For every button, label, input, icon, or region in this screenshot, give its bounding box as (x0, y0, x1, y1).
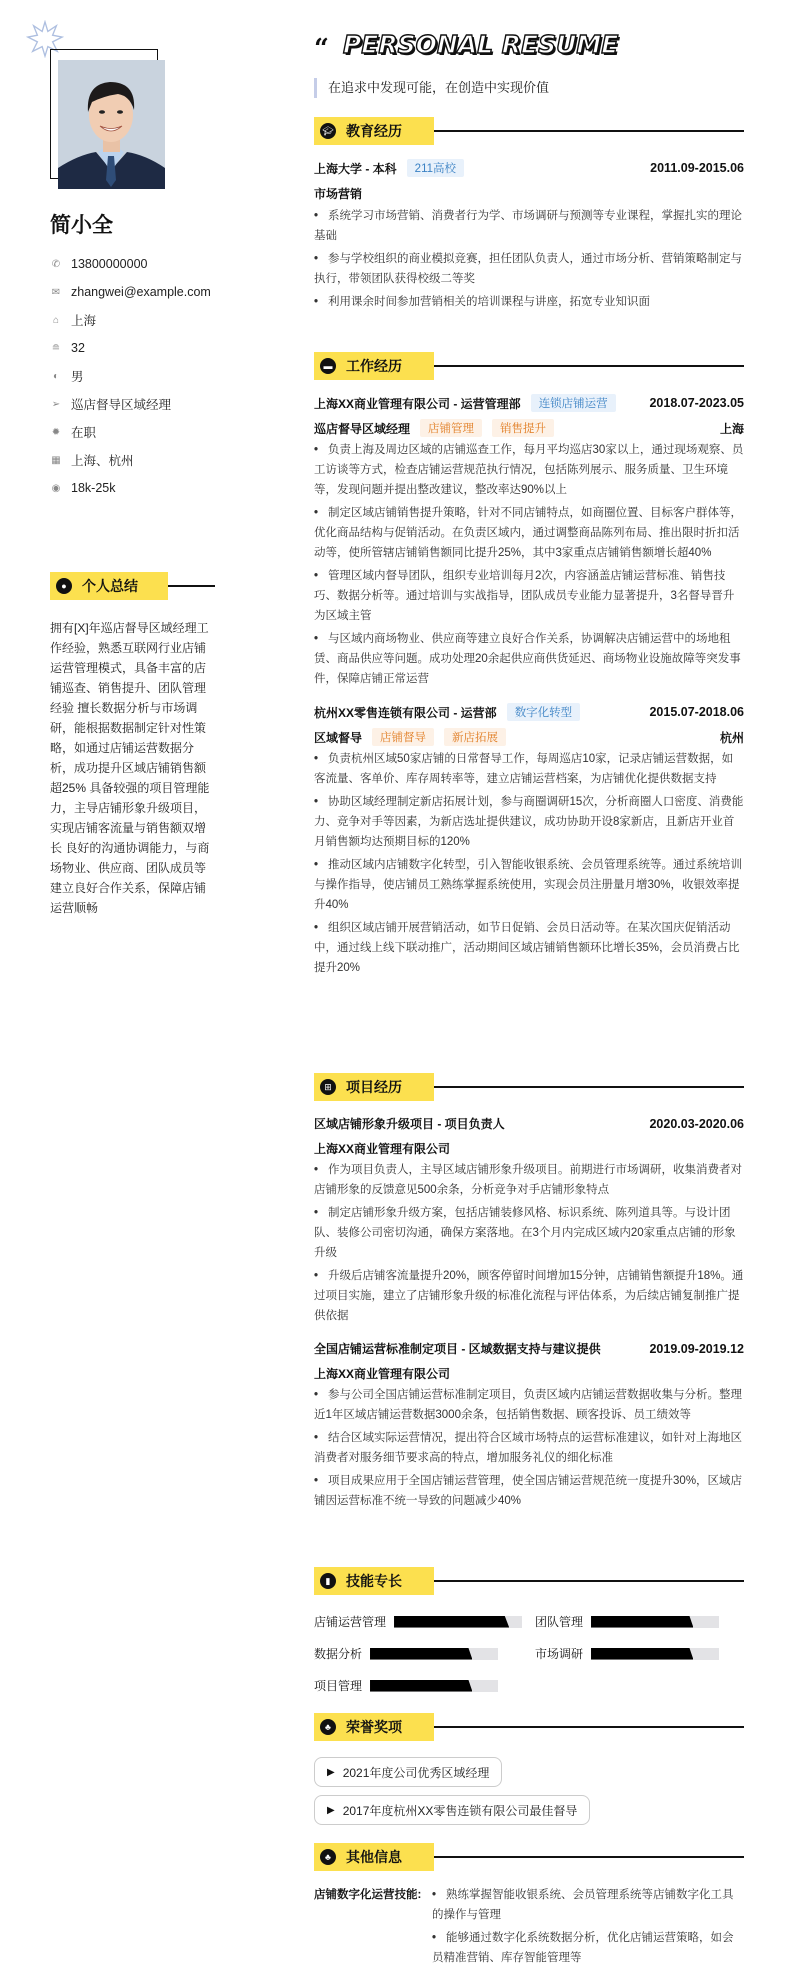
list-item: • 推动区域内店铺数字化转型，引入智能收银系统、会员管理系统等。通过系统培训与操作指导，使店铺员工熟练掌握系统使用，实现会员注册量月增30%，收银效率提升40% (314, 859, 743, 911)
skill-item: 团队管理 (535, 1613, 719, 1630)
graduation-cap-icon: 🎓︎ (320, 123, 336, 139)
info-gender: ◐ 男 (50, 362, 211, 390)
list-item: • 制定店铺形象升级方案，包括店铺装修风格、标识系统、陈列道具等。与设计团队、装修公司密切沟通，确保方案落地。在3个月内完成区域内20家重点店铺的形象升级 (314, 1207, 736, 1259)
phone-icon: ✆ (51, 258, 61, 270)
bar-chart-icon: ▮ (320, 1573, 336, 1589)
summary-section-header (50, 572, 215, 600)
divider (434, 130, 744, 132)
play-triangle-icon: ▶ (327, 1804, 335, 1816)
project-entry: 区域店铺形象升级项目 - 项目负责人 2020.03-2020.06 上海XX商业管理有限公司 • 作为项目负责人，主导区域店铺形象升级项目。前期进行市场调研，收集消费者对店铺形象的反馈意见500余条，分析竞争对手店铺形象特点 • 制定店铺形象升级方案，包括店铺装修风格、标识系统、陈列道具等。与设计团队、装修公司密切沟通，确保方案落地。在3个月内完成区域内20家重点店铺的形象升级 • 升级后店铺客流量提升20%，顾客停留时间增加15分钟，店铺销售额提升18%。通过项目实施，建立了店铺形象升级的标准化流程与评估体系，为后续店铺复制推广提供依据 (314, 1115, 744, 1326)
info-target-city: ▦ 上海、杭州 (51, 454, 134, 468)
skill-item: 市场调研 (535, 1645, 719, 1662)
education-section (314, 117, 744, 312)
major: 市场营销 (314, 187, 363, 201)
list-item: • 负责杭州区域50家店铺的日常督导工作，每周巡店10家，记录店铺运营数据，如客流量、客单价、库存周转率等，建立店铺运营档案，为店铺优化提供数据支持 (314, 753, 734, 785)
school-name: 上海大学 - 本科 (314, 161, 397, 176)
list-item: • 作为项目负责人，主导区域店铺形象升级项目。前期进行市场调研，收集消费者对店铺形象的反馈意见500余条，分析竞争对手店铺形象特点 (314, 1164, 743, 1196)
job-entry: 杭州XX零售连锁有限公司 - 运营部 数字化转型 2015.07-2018.06 区域督导 店铺督导 新店拓展 杭州 • 负责杭州区域50家店铺的日常督导工作，每周巡店10家，记录店铺运营数据，如客流量、客单价、库存周转率等，建立店铺运营档案，为店铺优化提供数据支持 • 协助区域经理制定新店拓展计划，参与商圈调研15次，分析商圈人口密度、消费能力、竞争对手等因素，为新店选址提供建议，成功协助开设8家新店，且新店开业首月销售额均达预期目标的120% • 推动区域内店铺数字化转型，引入智能收银系统、会员管理系统等。通过系统培训与操作指导，使店铺员工熟练掌握系统使用，实现会员注册量月增30%，收银效率提升40% • 组织区域店铺开展营销活动，如节日促销、会员日活动等。在某次国庆促销活动中，通过线上线下联动推广，活动期间区域店铺销售额环比增长35%，会员消费占比提升20% (314, 703, 744, 978)
home-icon: ⌂ (52, 314, 60, 326)
other-info-row: 店铺数字化运营技能: • 熟练掌握智能收银系统、会员管理系统等店铺数字化工具的操作与管理 • 能够通过数字化系统数据分析，优化店铺运营策略，如会员精准营销、库存智能管理等 (314, 1885, 744, 1968)
list-item: • 项目成果应用于全国店铺运营管理，使全国店铺运营规范统一度提升30%，区域店铺因运营标准不统一导致的问题减少40% (314, 1475, 743, 1507)
info-email: ✉ zhangwei@example.com (51, 285, 211, 299)
info-salary: ◉ 18k-25k (51, 481, 116, 495)
cake-icon: ≘ (51, 342, 61, 354)
list-item: • 负责上海及周边区域的店铺巡查工作，每月平均巡店30家以上，通过现场观察、员工访谈等方式，检查店铺运营规范执行情况，包括陈列展示、服务质量、卫生环境等，发现问题并提出整改建议，整改率达90%以上 (314, 444, 744, 496)
skills-section (314, 1567, 744, 1697)
school-tag: 211高校 (407, 159, 464, 177)
avatar-photo (58, 60, 165, 189)
list-item: • 结合区域实际运营情况，提出符合区域市场特点的运营标准建议，如针对上海地区消费者对服务细节要求高的特点，增加服务礼仪的细化标准 (314, 1432, 743, 1464)
skill-bar (370, 1648, 498, 1660)
list-item: • 与区域内商场物业、供应商等建立良好合作关系，协调解决店铺运营中的场地租赁、商品供应等问题。成功处理20余起供应商供货延迟、商场物业设施故障等突发事件，保障店铺正常运营 (314, 633, 741, 685)
send-icon: ➢ (51, 398, 61, 410)
divider (434, 1086, 744, 1088)
education-header: 🎓︎ 教育经历 (314, 117, 744, 145)
skill-item: 项目管理 (314, 1677, 498, 1694)
awards-header: ♣ 荣誉奖项 (314, 1713, 744, 1741)
divider (168, 585, 215, 587)
status-icon: ✹ (51, 426, 61, 438)
list-item: • 熟练掌握智能收银系统、会员管理系统等店铺数字化工具的操作与管理 (432, 1889, 734, 1921)
info-age: ≘ 32 (51, 341, 85, 355)
candidate-name: 简小全 (50, 214, 113, 237)
award-item: ▶ 2021年度公司优秀区域经理 (314, 1757, 502, 1787)
motto: 在追求中发现可能，在创造中实现价值 (314, 78, 549, 98)
work-header: ▬ 工作经历 (314, 352, 744, 380)
skill-item: 数据分析 (314, 1645, 498, 1662)
other-info-header: ♣ 其他信息 (314, 1843, 744, 1871)
work-section (314, 352, 744, 978)
contact-info-list (50, 250, 211, 502)
gender-icon: ◐ (52, 370, 60, 382)
play-triangle-icon: ▶ (327, 1766, 335, 1778)
skills-header: ▮ 技能专长 (314, 1567, 744, 1595)
award-item: ▶ 2017年度杭州XX零售连锁有限公司最佳督导 (314, 1795, 590, 1825)
skill-item: 店铺运营管理 (314, 1613, 522, 1630)
skill-bar (591, 1648, 719, 1660)
divider (434, 1856, 744, 1858)
list-item: • 参与学校组织的商业模拟竞赛，担任团队负责人，通过市场分析、营销策略制定与执行，带领团队获得校级二等奖 (314, 253, 743, 285)
list-item: • 管理区域内督导团队，组织专业培训每月2次，内容涵盖店铺运营标准、销售技巧、数据分析等。通过培训与实战指导，团队成员专业能力显著提升，3名督导晋升为区域主管 (314, 570, 735, 622)
salary-icon: ◉ (51, 482, 61, 494)
mail-icon: ✉ (51, 286, 61, 298)
projects-header: ⊞ 项目经历 (314, 1073, 744, 1101)
resume-title (314, 30, 619, 64)
list-item: • 参与公司全国店铺运营标准制定项目，负责区域内店铺运营数据收集与分析。整理近1年区域店铺运营数据3000余条，包括销售数据、顾客投诉、员工绩效等 (314, 1389, 743, 1421)
title-text: PERSONAL RESUME (342, 30, 619, 59)
skill-bar (394, 1616, 522, 1628)
list-item: • 利用课余时间参加营销相关的培训课程与讲座，拓宽专业知识面 (314, 296, 651, 308)
list-item: • 协助区域经理制定新店拓展计划，参与商圈调研15次，分析商圈人口密度、消费能力、竞争对手等因素，为新店选址提供建议，成功协助开设8家新店，且新店开业首月销售额均达预期目标的120% (314, 796, 744, 848)
education-date: 2011.09-2015.06 (650, 161, 744, 175)
summary-text: 拥有[X]年巡店督导区域经理工作经验，熟悉互联网行业店铺运营管理模式，具备丰富的店铺巡查、销售提升、团队管理经验 擅长数据分析与市场调研，能根据数据制定针对性策略，如通过店铺运营数据分析，成功提升区域店铺销售额超25% 具备较强的项目管理能力，主导店铺形象升级项目，实现店铺客流量与销售额双增长 良好的沟通协调能力，与商场物业、供应商、团队成员等建立良好合作关系，保障店铺运营顺畅 (50, 621, 210, 915)
quote-icon: “ (314, 34, 329, 64)
skill-bar (591, 1616, 719, 1628)
grid-icon: ⊞ (320, 1079, 336, 1095)
info-target-position: ➢ 巡店督导区域经理 (51, 398, 172, 412)
divider (434, 1726, 744, 1728)
info-status: ✹ 在职 (51, 426, 97, 440)
trophy-icon: ♣ (320, 1719, 336, 1735)
list-item: • 系统学习市场营销、消费者行为学、市场调研与预测等专业课程，掌握扎实的理论基础 (314, 210, 743, 242)
building-icon: ▦ (51, 454, 61, 466)
projects-section (314, 1073, 744, 1511)
divider (434, 365, 744, 367)
list-item: • 组织区域店铺开展营销活动，如节日促销、会员日活动等。在某次国庆促销活动中，通过线上线下联动推广，活动期间区域店铺销售额环比增长35%，会员消费占比提升20% (314, 922, 740, 974)
list-item: • 能够通过数字化系统数据分析，优化店铺运营策略，如会员精准营销、库存智能管理等 (432, 1932, 734, 1964)
briefcase-icon: ▬ (320, 358, 336, 374)
project-entry: 全国店铺运营标准制定项目 - 区域数据支持与建议提供 2019.09-2019.12 上海XX商业管理有限公司 • 参与公司全国店铺运营标准制定项目，负责区域内店铺运营数据收集与分析。整理近1年区域店铺运营数据3000余条，包括销售数据、顾客投诉、员工绩效等 • 结合区域实际运营情况，提出符合区域市场特点的运营标准建议，如针对上海地区消费者对服务细节要求高的特点，增加服务礼仪的细化标准 • 项目成果应用于全国店铺运营管理，使全国店铺运营规范统一度提升30%，区域店铺因运营标准不统一导致的问题减少40% (314, 1340, 744, 1511)
summary-title: 个人总结 (82, 578, 138, 594)
list-item: • 制定区域店铺销售提升策略，针对不同店铺特点，如商圈位置、目标客户群体等，优化商品结构与促销活动。在负责区域内，通过调整商品陈列布局、推出限时折扣活动等，使所管辖店铺销售额同比提升25%，其中3家重点店铺销售额增长超40% (314, 507, 743, 559)
info-location: ⌂ 上海 (50, 306, 211, 334)
awards-section (314, 1713, 744, 1825)
info-icon: ♣ (320, 1849, 336, 1865)
user-icon: ● (56, 578, 72, 594)
skill-bar (370, 1680, 498, 1692)
other-info-section (314, 1843, 744, 1968)
info-phone: ✆ 13800000000 (51, 257, 148, 271)
divider (434, 1580, 744, 1582)
job-entry: 上海XX商业管理有限公司 - 运营管理部 连锁店铺运营 2018.07-2023.05 巡店督导区域经理 店铺管理 销售提升 上海 • 负责上海及周边区域的店铺巡查工作，每月平均巡店30家以上，通过现场观察、员工访谈等方式，检查店铺运营规范执行情况，包括陈列展示、服务质量、卫生环境等，发现问题并提出整改建议，整改率达90%以上 • 制定区域店铺销售提升策略，针对不同店铺特点，如商圈位置、目标客户群体等，优化商品结构与促销活动。在负责区域内，通过调整商品陈列布局、推出限时折扣活动等，使所管辖店铺销售额同比提升25%，其中3家重点店铺销售额增长超40% • 管理区域内督导团队，组织专业培训每月2次，内容涵盖店铺运营标准、销售技巧、数据分析等。通过培训与实战指导，团队成员专业能力显著提升，3名督导晋升为区域主管 • 与区域内商场物业、供应商等建立良好合作关系，协调解决店铺运营中的场地租赁、商品供应等问题。成功处理20余起供应商供货延迟、商场物业设施故障等突发事件，保障店铺正常运营 (314, 394, 744, 689)
education-bullets (314, 206, 744, 312)
list-item: • 升级后店铺客流量提升20%，顾客停留时间增加15分钟，店铺销售额提升18%。通过项目实施，建立了店铺形象升级的标准化流程与评估体系，为后续店铺复制推广提供依据 (314, 1270, 744, 1322)
